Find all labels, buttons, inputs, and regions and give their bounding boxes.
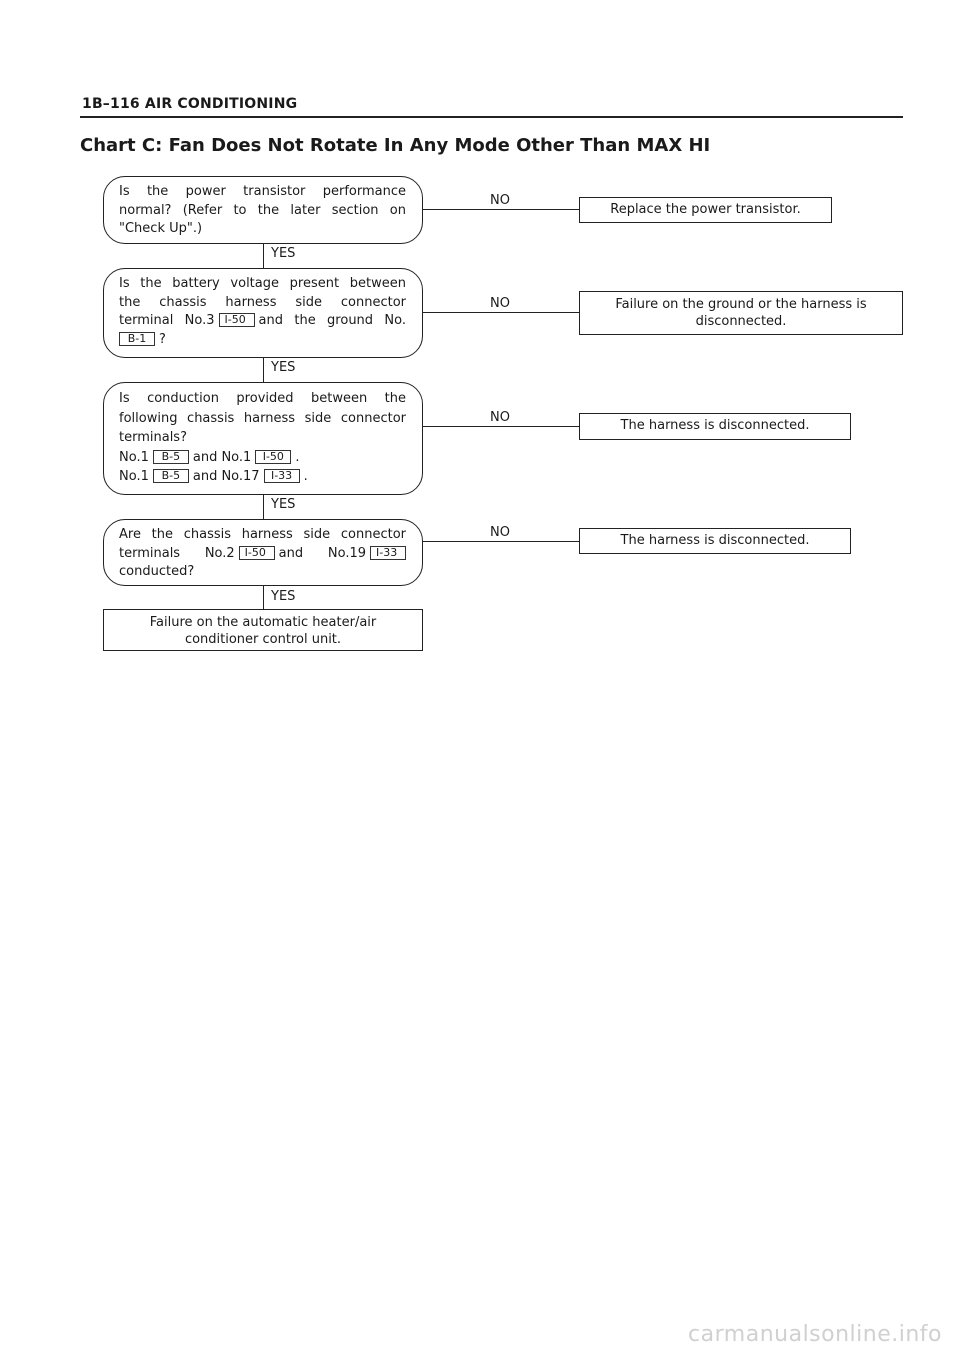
header-rule bbox=[80, 116, 903, 118]
no-label-3: NO bbox=[490, 410, 510, 425]
no-connector-3 bbox=[422, 426, 580, 427]
yes-label-2: YES bbox=[271, 360, 296, 375]
question-3-text-4b: and No.1 bbox=[192, 449, 252, 465]
question-1-line-2: normal? (Refer to the later section on bbox=[119, 202, 406, 218]
connector-tag: B-1 bbox=[119, 332, 155, 346]
question-2-line-2: the chassis harness side connector bbox=[119, 294, 406, 310]
result-box-1: Replace the power transistor. bbox=[579, 197, 832, 223]
question-2-text-4b: ? bbox=[159, 331, 166, 347]
question-4-line-2 bbox=[119, 545, 406, 564]
question-3-line-2: following chassis harness side connector bbox=[119, 410, 406, 426]
result-box-3: The harness is disconnected. bbox=[579, 413, 851, 440]
yes-connector-1 bbox=[263, 243, 264, 268]
question-box-2 bbox=[103, 268, 423, 358]
question-2-line-4 bbox=[119, 331, 406, 350]
no-label-2: NO bbox=[490, 296, 510, 311]
no-label-1: NO bbox=[490, 193, 510, 208]
question-3-text-5a: No.1 bbox=[119, 469, 149, 484]
connector-tag: I-33 bbox=[370, 546, 406, 560]
no-label-4: NO bbox=[490, 525, 510, 540]
connector-tag: B-5 bbox=[153, 450, 189, 464]
connector-tag: I-33 bbox=[264, 469, 300, 483]
no-connector-2 bbox=[422, 312, 580, 313]
connector-tag: I-50 bbox=[239, 546, 275, 560]
question-2-text-3b: and the ground No. bbox=[258, 313, 406, 328]
question-box-1 bbox=[103, 176, 423, 244]
yes-connector-2 bbox=[263, 357, 264, 382]
chart-title: Chart C: Fan Does Not Rotate In Any Mode Other Than MAX HI bbox=[80, 135, 711, 156]
question-2-text-3a: terminal No.3 bbox=[119, 313, 215, 328]
question-box-4 bbox=[103, 519, 423, 586]
question-2-line-3 bbox=[119, 312, 406, 331]
question-1-line-3: "Check Up".) bbox=[119, 221, 203, 236]
connector-tag: I-50 bbox=[255, 450, 291, 464]
question-3-line-4 bbox=[119, 448, 406, 468]
question-4-text-2b: and No.19 bbox=[278, 545, 366, 561]
yes-label-4: YES bbox=[271, 589, 296, 604]
yes-connector-3 bbox=[263, 494, 264, 519]
result-box-4: The harness is disconnected. bbox=[579, 528, 851, 554]
question-2-line-1: Is the battery voltage present between bbox=[119, 276, 406, 291]
question-4-line-3: conducted? bbox=[119, 564, 195, 579]
question-4-text-2a: terminals No.2 bbox=[119, 545, 235, 561]
question-3-line-3: terminals? bbox=[119, 430, 187, 445]
watermark: carmanualsonline.info bbox=[688, 1322, 942, 1347]
no-connector-1 bbox=[422, 209, 580, 210]
yes-connector-4 bbox=[263, 585, 264, 609]
question-3-text-4a: No.1 bbox=[119, 449, 149, 465]
question-3-text-5b: and No.17 bbox=[192, 469, 260, 484]
question-1-line-1: Is the power transistor performance bbox=[119, 184, 406, 199]
section-header: 1B–116 AIR CONDITIONING bbox=[82, 96, 298, 112]
no-connector-4 bbox=[422, 541, 580, 542]
question-box-3 bbox=[103, 382, 423, 495]
yes-label-1: YES bbox=[271, 246, 296, 261]
question-3-line-5 bbox=[119, 467, 406, 487]
result-box-2: Failure on the ground or the harness is disconnected. bbox=[579, 291, 903, 335]
connector-tag: I-50 bbox=[219, 313, 255, 327]
connector-tag: B-5 bbox=[153, 469, 189, 483]
question-4-line-1: Are the chassis harness side connector bbox=[119, 527, 406, 542]
question-3-text-5c: . bbox=[303, 469, 308, 484]
question-3-text-4c: . bbox=[295, 449, 300, 465]
question-3-line-1: Is conduction provided between the bbox=[119, 391, 406, 406]
final-result-box: Failure on the automatic heater/air conditioner control unit. bbox=[103, 609, 423, 651]
yes-label-3: YES bbox=[271, 497, 296, 512]
